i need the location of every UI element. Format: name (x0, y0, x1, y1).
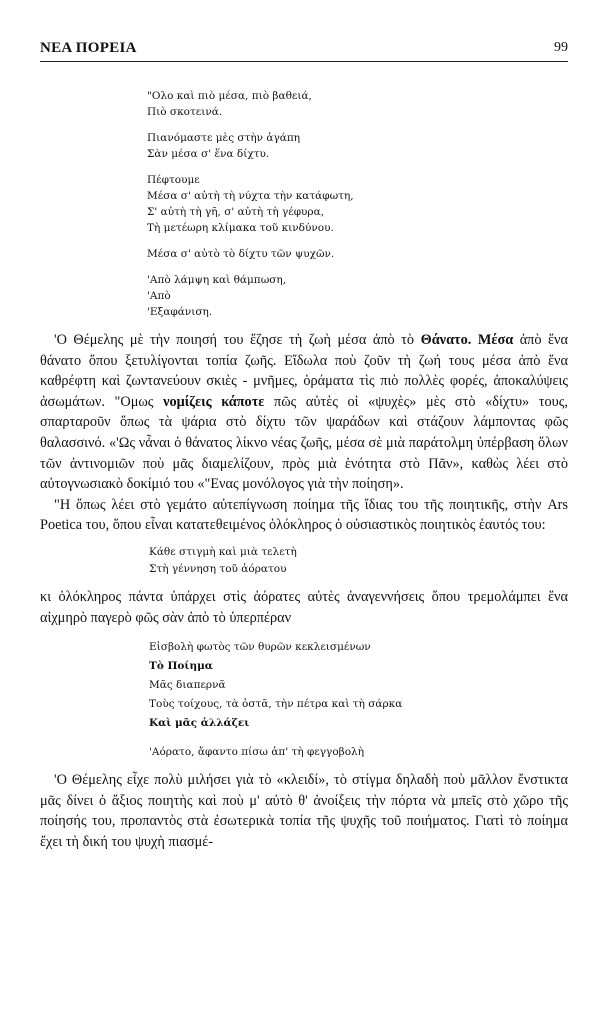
poem-line: 'Εξαφάνιση. (147, 306, 213, 318)
verse-line: 'Αόρατο, ἄφαντο πίσω ἀπ' τὴ φεγγοβολὴ (149, 746, 364, 759)
poem-line: Μέσα σ' αὐτὴ τὴ νύχτα τὴν κατάφωτη, (147, 190, 354, 202)
poem-stanza (147, 246, 602, 262)
poem-stanza (147, 88, 602, 120)
page-number: 99 (554, 40, 568, 55)
verse-line: Στὴ γέννηση τοῦ ἀόρατου (149, 563, 287, 576)
body-paragraph (40, 330, 568, 495)
body-paragraph: κι ὁλόκληρος πάντα ὑπάρχει στὶς ἀόρατες αὐτὲς ἀναγεννήσεις ὅπου τρεμολάμπει ἕνα αἰχμηρὸ παγερὸ φῶς σὰν ἀπὸ τὸ ὑπερπέραν (40, 588, 568, 626)
body-paragraph: 'Ο Θέμελης εἶχε πολὺ μιλήσει γιὰ τὸ «κλειδί», τὸ στίγμα δηλαδὴ ποὺ μᾶλλον ἔνστικτα μᾶς δίνει ὁ ἄξιος ποιητὴς καὶ ποὺ μ' αὐτὸ θ' ἀνοίξεις τὴν πόρτα νὰ μπεῖς στὸ χῶρο τῆς ποίησής του, προπαντὸς στὰ ἐσωτερικὰ τοπία τῆς ψυχῆς τοῦ ποιήματος. Γιατὶ τὸ ποίημα ἔχει τὴ δική του ψυχὴ πιασμέ- (40, 772, 568, 850)
verse-gap (149, 733, 602, 743)
poem-line: Σὰν μέσα σ' ἕνα δίχτυ. (147, 148, 270, 160)
poem-stanza (147, 130, 602, 162)
running-header (40, 40, 568, 62)
poem-line: Μέσα σ' αὐτὸ τὸ δίχτυ τῶν ψυχῶν. (147, 248, 335, 260)
bold-text: νομίζεις κάποτε (163, 393, 265, 410)
poem-line: Πιανόμαστε μὲς στὴν ἀγάπη (147, 132, 301, 144)
page-body (0, 88, 602, 853)
poem-stanza (147, 172, 602, 236)
poem-line: "Ολο καὶ πιὸ μέσα, πιὸ βαθειά, (147, 90, 312, 102)
verse-line: Κάθε στιγμὴ καὶ μιὰ τελετὴ (149, 545, 297, 558)
poem-line: 'Απὸ (147, 290, 171, 302)
quoted-verse (149, 638, 602, 762)
verse-line: Τὸ Ποίημα (149, 660, 213, 673)
poem-stanza (147, 272, 602, 320)
poem-line: Τὴ μετέωρη κλίμακα τοῦ κινδύνου. (147, 222, 334, 234)
verse-line: Μᾶς διαπερνᾶ (149, 679, 226, 692)
verse-line: Εἰσβολὴ φωτὸς τῶν θυρῶν κεκλεισμένων (149, 641, 371, 654)
quoted-verse (149, 544, 602, 579)
verse-line: Καὶ μᾶς ἀλλάζει (149, 717, 250, 730)
paragraph-text: ἀπὸ ἕνα θάνατο ὅπου ξετυλίγονται τοπία ζωῆς. Εἴδωλα ποὺ ζοῦν τὴ ζωή τους μέσα ἀπὸ ἕνα καθρέφτη καὶ ζωντανεύουν σκιὲς - μνῆμες, ὁράματα τὶς πιὸ πολλὲς φορές, ἀποκαλύψεις ἀσωμάτων. "Ομως (40, 332, 568, 410)
poem-line: 'Απὸ λάμψη καὶ θάμπωση, (147, 274, 287, 286)
journal-title: ΝΕΑ ΠΟΡΕΙΑ (40, 40, 137, 56)
paragraph-text: πῶς αὐτὲς οἱ «ψυχὲς» μὲς στὸ «δίχτυ» τους, σπαρταροῦν ὅπως τὰ ψάρια στὸ δίχτυ τῶν ψαράδων καὶ στάζουν λάμποντας φῶς θαλασσινό. «'Ως νἆναι ὁ θάνατος λίκνο νέας ζωῆς, μέσα σὲ μιὰ παράτολμη ὑπέρβαση ὅλων τῶν ἀντινομιῶν ποὺ μᾶς διαμελίζουν, πρὸς μιὰ ἑνότητα στὸ Πᾶν», καθὼς λέει στὸ αὐτογνωσιακὸ δοκίμιό του «"Ενας μονόλογος γιὰ τὴν ποίηση». (40, 393, 568, 493)
opening-poem (147, 88, 602, 320)
poem-line: Πέφτουμε (147, 174, 200, 186)
poem-line: Πιὸ σκοτεινά. (147, 106, 223, 118)
poem-line: Σ' αὐτὴ τὴ γῆ, σ' αὐτὴ τὴ γέφυρα, (147, 206, 325, 218)
header-rule (40, 61, 568, 62)
verse-line: Τοὺς τοίχους, τὰ ὀστᾶ, τὴν πέτρα καὶ τὴ σάρκα (149, 698, 403, 711)
body-paragraph: "Η ὅπως λέει στὸ γεμάτο αὐτεπίγνωση ποίημα τῆς ἴδιας του τῆς ποιητικῆς, στὴν Ars Poetica του, ὅπου εἶναι κατατεθειμένος ὁλόκληρος ὁ οὐσιαστικὸς ποιητικὸς ἑαυτός του: (40, 496, 568, 534)
bold-text: Θάνατο. Μέσα (420, 332, 514, 348)
paragraph-text: 'Ο Θέμελης μὲ τὴν ποιησή του ἔζησε τὴ ζωὴ μέσα ἀπὸ τὸ (54, 332, 421, 348)
